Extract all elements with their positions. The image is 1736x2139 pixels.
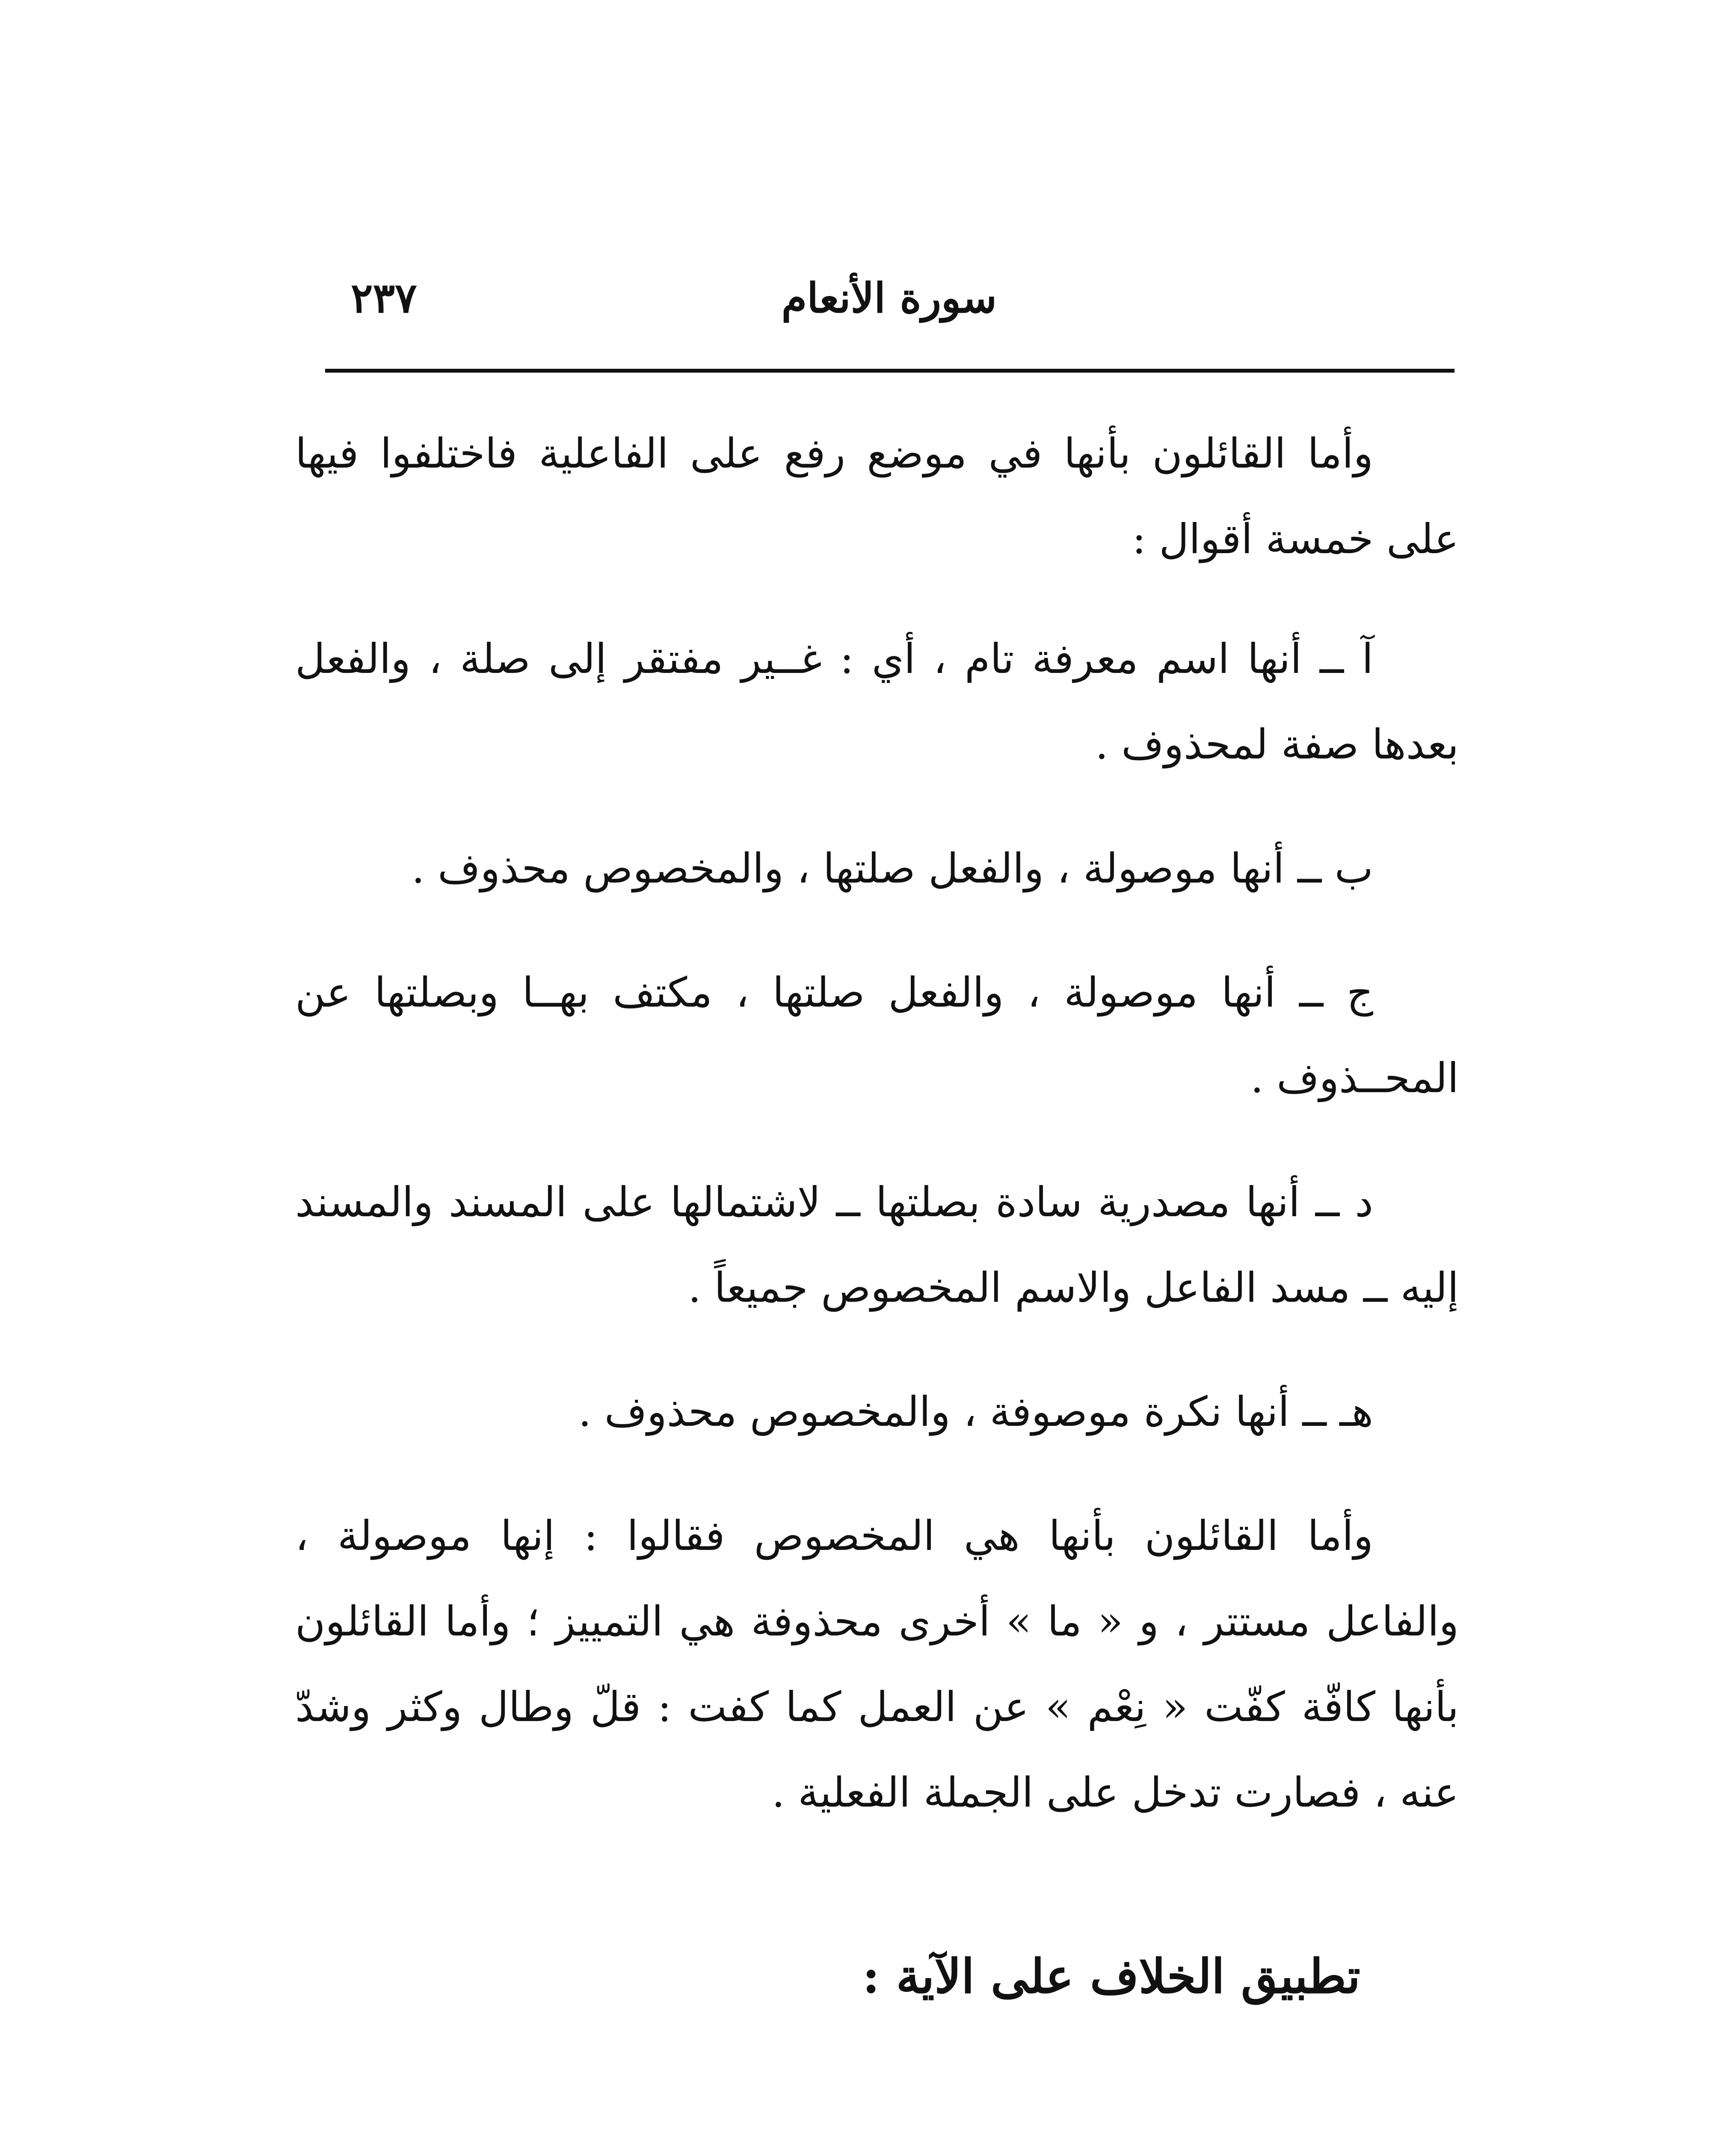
list-item: هـ ــ أنها نكرة موصوفة ، والمخصوص محذوف . xyxy=(578,1388,1373,1436)
page-body xyxy=(295,411,1459,2139)
list-item: آ ــ أنها اسم معرفة تام ، أي : غــير مفتقر إلى صلة ، والفعل بعدها صفة لمحذوف . xyxy=(295,635,1459,768)
page-number: ٢٣٧ xyxy=(351,274,417,322)
list-item: د ــ أنها مصدرية سادة بصلتها ــ لاشتمالها على المسند والمسند إليه ــ مسد الفاعل والاسم المخصوص جميعاً . xyxy=(295,1178,1459,1312)
intro-paragraph: وأما القائلون بأنها في موضع رفع على الفاعلية فاختلفوا فيها على خمسة أقوال : xyxy=(295,430,1459,563)
surah-title: سورة الأنعام xyxy=(781,274,997,322)
list-item: ب ــ أنها موصولة ، والفعل صلتها ، والمخصوص محذوف . xyxy=(412,844,1373,892)
page-header xyxy=(325,274,1455,338)
list-item: ج ــ أنها موصولة ، والفعل صلتها ، مكتف بهــا وبصلتها عن المحــذوف . xyxy=(295,969,1459,1102)
header-rule xyxy=(325,369,1455,373)
section-heading: تطبيق الخلاف على الآية : xyxy=(862,1949,1360,2004)
final-paragraph xyxy=(295,2126,1459,2139)
paragraph-after: وأما القائلون بأنها هي المخصوص فقالوا : إنها موصولة ، والفاعل مستتر ، و « ما » أخرى محذوفة هي التمييز ؛ وأما القائلون بأنها كافّة كفّت « نِعْم » عن العمل كما كفت : قلّ وطال وكثر وشدّ عنه ، فصارت تدخل على الجملة الفعلية . xyxy=(295,1512,1459,1816)
